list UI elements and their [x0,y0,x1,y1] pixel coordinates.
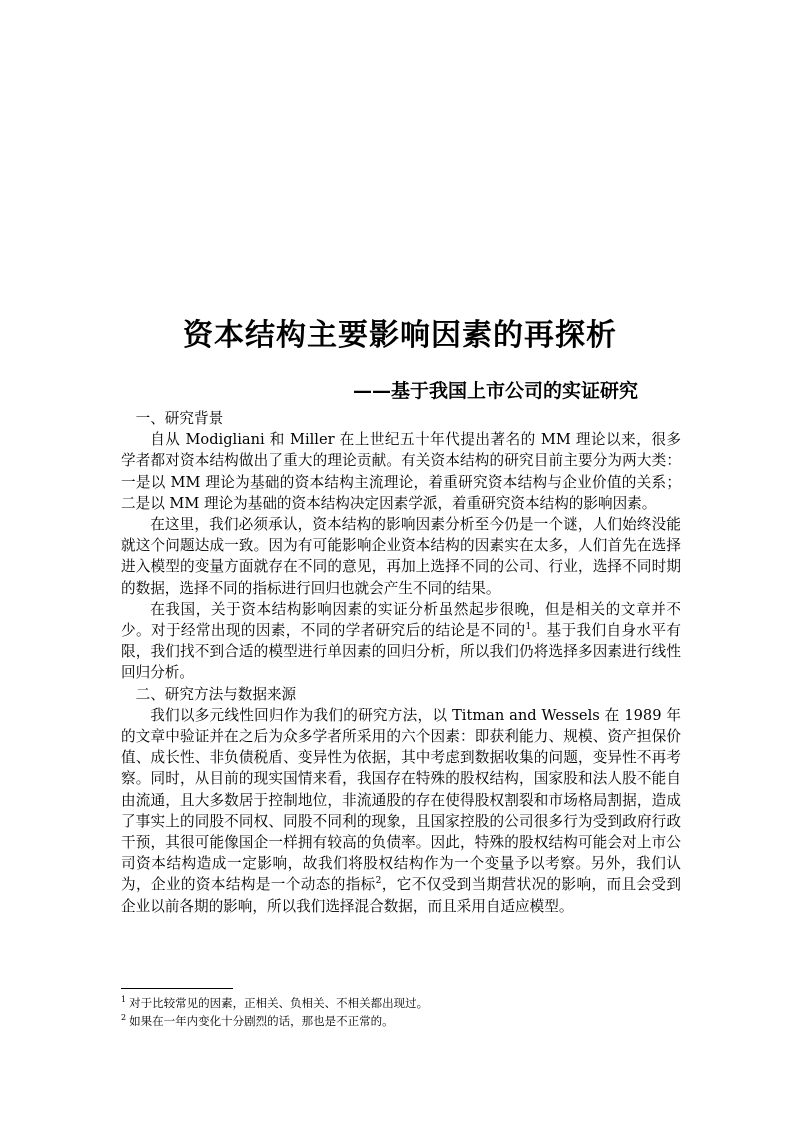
footnote-ref-2[interactable]: 2 [375,876,382,887]
document-body [121,408,681,917]
paragraph-text: 在我国，关于资本结构影响因素的实证分析虽然起步很晚，但是相关的文章并不少。对于经常出现的因素，不同的学者研究后的结论是不同的 [121,600,681,640]
paragraph-regression-method [121,705,681,917]
document-title: 资本结构主要影响因素的再探析 [183,318,617,353]
footnotes [121,994,681,1030]
footnote-1 [121,994,681,1012]
footnote-divider [121,988,233,989]
paragraph-text: 我们以多元线性回归作为我们的研究方法，以 Titman and Wessels 在 1989 年的文章中验证并在之后为众多学者所采用的六个因素：即获利能力、规模、资产担保价值、成长性、非负债税盾、变异性为依据，其中考虑到数据收集的问题，变异性不再考察。同时，从目前的现实国情来看，我国存在特殊的股权结构，国家股和法人股不能自由流通，且大多数居于控制地位，非流通股的存在使得股权割裂和市场格局割据，造成了事实上的同股不同权、同股不同利的现象，且国家控股的公司很多行为受到政府行政干预，其很可能像国企一样拥有较高的负债率。因此，特殊的股权结构可能会对上市公司资本结构造成一定影响，故我们将股权结构作为一个变量予以考察。另外，我们认为，企业的资本结构是一个动态的指标 [121,706,681,894]
footnote-number: 1 [121,995,127,1005]
document-subtitle: ——基于我国上市公司的实证研究 [352,380,638,402]
paragraph-text: 。基于我们自身水平有限，我们找不到合适的模型进行单因素的回归分析，所以我们仍将选择多因素进行线性回归分析。 [121,622,681,682]
paragraph-factor-puzzle: 在这里，我们必须承认，资本结构的影响因素分析至今仍是一个谜，人们始终没能就这个问题达成一致。因为有可能影响企业资本结构的因素实在太多，人们首先在选择进入模型的变量方面就存在不同的意见，再加上选择不同的公司、行业，选择不同时期的数据，选择不同的指标进行回归也就会产生不同的结果。 [121,516,681,597]
paragraph-text: ，它不仅受到当期营状况的影响，而且会受到企业以前各期的影响，所以我们选择混合数据，而且采用自适应模型。 [121,876,681,915]
paragraph-mm-theory: 自从 Modigliani 和 Miller 在上世纪五十年代提出著名的 MM 理论以来，很多学者都对资本结构做出了重大的理论贡献。有关资本结构的研究目前主要分为两大类：一是以 MM 理论为基础的资本结构主流理论，着重研究资本结构与企业价值的关系；二是以 MM 理论为基础的资本结构决定因素学派，着重研究资本结构的影响因素。 [121,431,681,512]
footnote-number: 2 [121,1013,127,1023]
paragraph-china-research [121,599,681,684]
footnote-text: 如果在一年内变化十分剧烈的话，那也是不正常的。 [129,1014,394,1028]
footnote-2 [121,1012,681,1030]
footnote-ref-1[interactable]: 1 [525,622,532,633]
section-heading-background: 一、研究背景 [135,410,224,427]
footnote-text: 对于比较常见的因素，正相关、负相关、不相关都出现过。 [129,996,429,1010]
section-heading-method: 二、研究方法与数据来源 [135,685,297,703]
